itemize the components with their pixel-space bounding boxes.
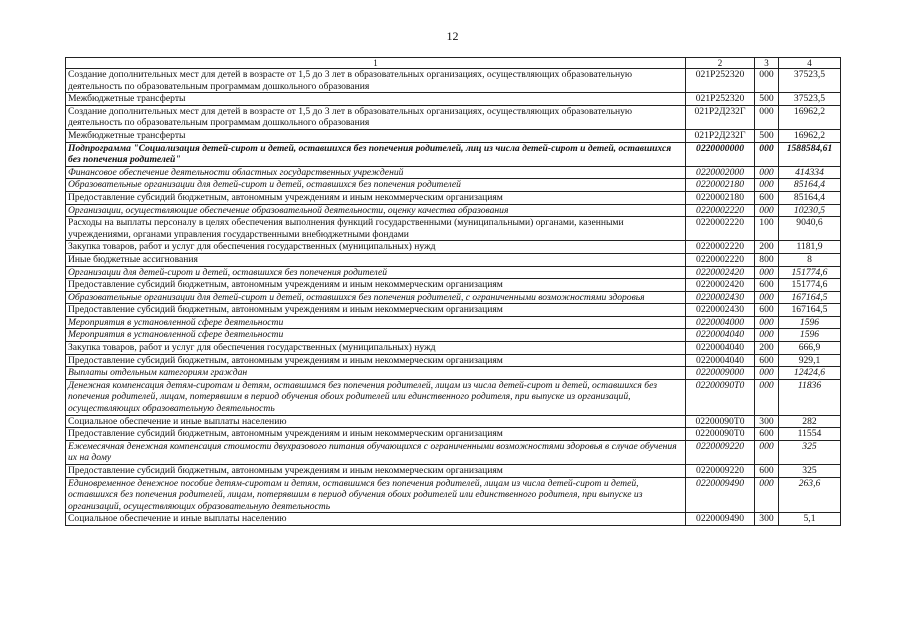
row-code-cell: 0220009000 — [686, 367, 755, 380]
table-row — [66, 253, 841, 266]
row-code-cell: 02200090Т0 — [686, 379, 755, 415]
row-code-cell: 0220002220 — [686, 241, 755, 254]
row-code-cell: 021P252320 — [686, 93, 755, 106]
row-name-cell: Единовременное денежное пособие детям-сиротам и детям, оставшимся без попечения родителей, лицам из числа детей-сирот и детей, оставшихся без попечения родителей, лицам, потерявшим в период обучения обоих родителей или единственного родителя, при выпуске из организаций, осуществляющих образовательную деятельность — [66, 477, 686, 513]
table-row — [66, 129, 841, 142]
row-sum-cell: 1596 — [779, 316, 841, 329]
table-row — [66, 477, 841, 513]
table-row — [66, 179, 841, 192]
row-code-cell: 0220004000 — [686, 316, 755, 329]
column-header-type: 3 — [755, 58, 779, 69]
row-expense-type-cell: 600 — [755, 304, 779, 317]
row-expense-type-cell: 600 — [755, 354, 779, 367]
table-row — [66, 69, 841, 93]
row-sum-cell: 1181,9 — [779, 241, 841, 254]
row-code-cell: 0220002430 — [686, 304, 755, 317]
table-row — [66, 379, 841, 415]
row-sum-cell: 1596 — [779, 329, 841, 342]
row-name-cell: Денежная компенсация детям-сиротам и детям, оставшимся без попечения родителей, лицам из числа детей-сирот и детей, оставшихся без попечения родителей, лицам, потерявшим в период обучения обоих родителей или единственного родителя, при выпуске из организаций, осуществляющих образовательную деятельность — [66, 379, 686, 415]
row-expense-type-cell: 000 — [755, 69, 779, 93]
row-expense-type-cell: 500 — [755, 129, 779, 142]
row-sum-cell: 325 — [779, 465, 841, 478]
row-sum-cell: 929,1 — [779, 354, 841, 367]
row-expense-type-cell: 000 — [755, 477, 779, 513]
row-expense-type-cell: 000 — [755, 204, 779, 217]
row-expense-type-cell: 200 — [755, 241, 779, 254]
row-sum-cell: 37523,5 — [779, 69, 841, 93]
table-row — [66, 329, 841, 342]
row-sum-cell: 151774,6 — [779, 279, 841, 292]
row-name-cell: Образовательные организации для детей-сирот и детей, оставшихся без попечения родителей, с ограниченными возможностями здоровья — [66, 291, 686, 304]
row-code-cell: 0220004040 — [686, 329, 755, 342]
row-code-cell: 0220004040 — [686, 342, 755, 355]
row-name-cell: Организации, осуществляющие обеспечение образовательной деятельности, оценку качества образования — [66, 204, 686, 217]
row-name-cell: Ежемесячная денежная компенсация стоимости двухразового питания обучающихся с ограниченными возможностями здоровья в случае обучения их на дому — [66, 440, 686, 464]
row-expense-type-cell: 300 — [755, 513, 779, 526]
row-code-cell: 0220009490 — [686, 513, 755, 526]
row-expense-type-cell: 000 — [755, 105, 779, 129]
row-name-cell: Социальное обеспечение и иные выплаты населению — [66, 513, 686, 526]
row-sum-cell: 16962,2 — [779, 105, 841, 129]
row-name-cell: Финансовое обеспечение деятельности областных государственных учреждений — [66, 166, 686, 179]
table-row — [66, 191, 841, 204]
row-code-cell: 02200090Т0 — [686, 415, 755, 428]
row-name-cell: Закупка товаров, работ и услуг для обеспечения государственных (муниципальных) нужд — [66, 241, 686, 254]
row-name-cell: Организации для детей-сирот и детей, оставшихся без попечения родителей — [66, 266, 686, 279]
row-sum-cell: 167164,5 — [779, 291, 841, 304]
table-row — [66, 291, 841, 304]
row-sum-cell: 12424,6 — [779, 367, 841, 380]
row-name-cell: Выплаты отдельным категориям граждан — [66, 367, 686, 380]
column-header-name: 1 — [66, 58, 686, 69]
table-row — [66, 279, 841, 292]
row-expense-type-cell: 000 — [755, 166, 779, 179]
row-expense-type-cell: 000 — [755, 266, 779, 279]
row-sum-cell: 282 — [779, 415, 841, 428]
table-row — [66, 354, 841, 367]
table-row — [66, 241, 841, 254]
row-sum-cell: 263,6 — [779, 477, 841, 513]
row-sum-cell: 151774,6 — [779, 266, 841, 279]
row-code-cell: 0220000000 — [686, 142, 755, 166]
row-code-cell: 0220002180 — [686, 191, 755, 204]
row-expense-type-cell: 000 — [755, 329, 779, 342]
table-header-row — [66, 58, 841, 69]
table-row — [66, 465, 841, 478]
row-expense-type-cell: 500 — [755, 93, 779, 106]
row-name-cell: Предоставление субсидий бюджетным, автономным учреждениям и иным некоммерческим организациям — [66, 279, 686, 292]
budget-table-body — [66, 58, 841, 526]
row-code-cell: 021P252320 — [686, 69, 755, 93]
row-name-cell: Предоставление субсидий бюджетным, автономным учреждениям и иным некоммерческим организациям — [66, 428, 686, 441]
row-expense-type-cell: 200 — [755, 342, 779, 355]
row-sum-cell: 666,9 — [779, 342, 841, 355]
row-name-cell: Закупка товаров, работ и услуг для обеспечения государственных (муниципальных) нужд — [66, 342, 686, 355]
table-row — [66, 342, 841, 355]
table-row — [66, 440, 841, 464]
budget-table — [65, 57, 841, 526]
table-row — [66, 105, 841, 129]
table-row — [66, 367, 841, 380]
row-name-cell: Иные бюджетные ассигнования — [66, 253, 686, 266]
row-code-cell: 0220002000 — [686, 166, 755, 179]
row-name-cell: Мероприятия в установленной сфере деятельности — [66, 329, 686, 342]
row-name-cell: Межбюджетные трансферты — [66, 93, 686, 106]
row-code-cell: 0220009220 — [686, 440, 755, 464]
row-sum-cell: 37523,5 — [779, 93, 841, 106]
row-code-cell: 0220004040 — [686, 354, 755, 367]
row-code-cell: 021P2Д232Г — [686, 105, 755, 129]
row-code-cell: 0220009490 — [686, 477, 755, 513]
row-sum-cell: 10230,5 — [779, 204, 841, 217]
column-header-code: 2 — [686, 58, 755, 69]
row-sum-cell: 9040,6 — [779, 217, 841, 241]
row-name-cell: Предоставление субсидий бюджетным, автономным учреждениям и иным некоммерческим организациям — [66, 191, 686, 204]
row-name-cell: Предоставление субсидий бюджетным, автономным учреждениям и иным некоммерческим организациям — [66, 354, 686, 367]
row-code-cell: 0220002420 — [686, 266, 755, 279]
row-name-cell: Социальное обеспечение и иные выплаты населению — [66, 415, 686, 428]
row-name-cell: Образовательные организации для детей-сирот и детей, оставшихся без попечения родителей — [66, 179, 686, 192]
row-expense-type-cell: 100 — [755, 217, 779, 241]
row-expense-type-cell: 000 — [755, 291, 779, 304]
table-row — [66, 217, 841, 241]
row-expense-type-cell: 600 — [755, 465, 779, 478]
row-expense-type-cell: 600 — [755, 191, 779, 204]
table-row — [66, 93, 841, 106]
row-name-cell: Подпрограмма "Социализация детей-сирот и детей, оставшихся без попечения родителей, лиц из числа детей-сирот и детей, оставшихся без попечения родителей" — [66, 142, 686, 166]
table-row — [66, 316, 841, 329]
table-row — [66, 513, 841, 526]
column-header-sum: 4 — [779, 58, 841, 69]
row-expense-type-cell: 000 — [755, 179, 779, 192]
row-name-cell: Создание дополнительных мест для детей в возрасте от 1,5 до 3 лет в образовательных организациях, осуществляющих образовательную деятельность по образовательным программам дошкольного образования — [66, 69, 686, 93]
table-row — [66, 204, 841, 217]
row-code-cell: 0220002180 — [686, 179, 755, 192]
row-expense-type-cell: 800 — [755, 253, 779, 266]
row-expense-type-cell: 600 — [755, 279, 779, 292]
row-name-cell: Расходы на выплаты персоналу в целях обеспечения выполнения функций государственными (муниципальными) органами, казенными учреждениями, органами управления государственными внебюджетными фондами — [66, 217, 686, 241]
row-sum-cell: 167164,5 — [779, 304, 841, 317]
row-code-cell: 0220009220 — [686, 465, 755, 478]
row-sum-cell: 85164,4 — [779, 179, 841, 192]
row-code-cell: 0220002220 — [686, 204, 755, 217]
row-expense-type-cell: 000 — [755, 142, 779, 166]
row-name-cell: Предоставление субсидий бюджетным, автономным учреждениям и иным некоммерческим организациям — [66, 465, 686, 478]
row-code-cell: 0220002220 — [686, 217, 755, 241]
table-row — [66, 428, 841, 441]
row-sum-cell: 85164,4 — [779, 191, 841, 204]
table-row — [66, 166, 841, 179]
row-code-cell: 0220002430 — [686, 291, 755, 304]
row-name-cell: Создание дополнительных мест для детей в возрасте от 1,5 до 3 лет в образовательных организациях, осуществляющих образовательную деятельность по образовательным программам дошкольного образования — [66, 105, 686, 129]
row-code-cell: 021P2Д232Г — [686, 129, 755, 142]
row-expense-type-cell: 600 — [755, 428, 779, 441]
row-sum-cell: 11554 — [779, 428, 841, 441]
row-sum-cell: 8 — [779, 253, 841, 266]
row-name-cell: Мероприятия в установленной сфере деятельности — [66, 316, 686, 329]
row-sum-cell: 1588584,61 — [779, 142, 841, 166]
table-row — [66, 266, 841, 279]
row-expense-type-cell: 000 — [755, 379, 779, 415]
row-sum-cell: 5,1 — [779, 513, 841, 526]
row-expense-type-cell: 000 — [755, 367, 779, 380]
row-code-cell: 02200090Т0 — [686, 428, 755, 441]
row-sum-cell: 414334 — [779, 166, 841, 179]
row-code-cell: 0220002220 — [686, 253, 755, 266]
row-name-cell: Предоставление субсидий бюджетным, автономным учреждениям и иным некоммерческим организациям — [66, 304, 686, 317]
table-row — [66, 142, 841, 166]
row-code-cell: 0220002420 — [686, 279, 755, 292]
page-number: 12 — [446, 29, 459, 43]
table-row — [66, 415, 841, 428]
row-name-cell: Межбюджетные трансферты — [66, 129, 686, 142]
row-sum-cell: 16962,2 — [779, 129, 841, 142]
row-expense-type-cell: 300 — [755, 415, 779, 428]
row-sum-cell: 325 — [779, 440, 841, 464]
row-expense-type-cell: 000 — [755, 316, 779, 329]
row-sum-cell: 11836 — [779, 379, 841, 415]
table-row — [66, 304, 841, 317]
row-expense-type-cell: 000 — [755, 440, 779, 464]
